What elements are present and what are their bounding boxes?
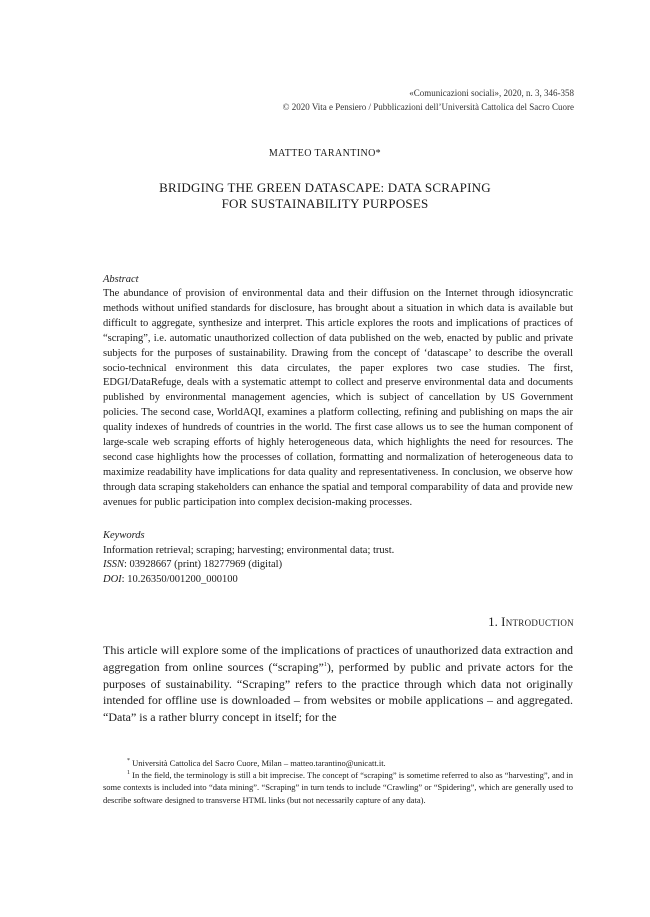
copyright-line: © 2020 Vita e Pensiero / Pubblicazioni dell’Università Cattolica del Sacro Cuore (282, 102, 574, 112)
footnote-1-mark: 1 (127, 770, 130, 777)
running-header (283, 86, 574, 114)
section-number: 1. (488, 614, 498, 629)
footnote-author (103, 757, 573, 769)
footnote-1-text: In the field, the terminology is still a bit imprecise. The concept of “scraping” is sometime referred to also as “harvesting”, and in some contexts is included into “data mining”. “Scraping” in turn tends to include “Crawling” or “Spidering”, which are generally used to describe software designed to transverse HTML links (but not necessarily capture of any data). (103, 770, 573, 805)
issn-label: ISSN (103, 559, 124, 570)
title-line-1: BRIDGING THE GREEN DATASCAPE: DATA SCRAPING (159, 180, 491, 195)
footnote-1 (103, 769, 573, 806)
abstract-text: The abundance of provision of environmental data and their diffusion on the Internet through idiosyncratic methods without unified standards for disclosure, has brought about a situation in which data is available but difficult to aggregate, synthesize and interpret. This article explores the roots and implications of practices of “scraping”, i.e. automatic unauthorized collection of data published on the web, enacted by public and private subjects for the purposes of sustainability. Drawing from the concept of ‘datascape’ to describe the overall socio-technical environment this data circulates, the paper explores two case studies. The first, EDGI/DataRefuge, deals with a systematic attempt to collect and preserve environmental data and documents published by environmental management agencies, which is subject of cancellation by US Government policies. The second case, WorldAQI, examines a platform collecting, refining and publishing on maps the air quality indexes of hundreds of countries in the world. The first case allows us to see the human component of large-scale web scraping efforts of highly heterogeneous data, which highlights the need for resources. The second case highlights how the processes of collation, formatting and normalization of heterogeneous data to maximize readability have implications for data quality and representativeness. In conclusion, we observe how through data scraping stakeholders can enhance the spatial and temporal comparability of data and provide new avenues for public participation into complex decision-making processes. (103, 288, 573, 508)
footnote-star-mark: * (127, 758, 130, 765)
abstract-label: Abstract (103, 274, 139, 285)
footnotes-block (103, 757, 573, 806)
keywords-label: Keywords (103, 530, 145, 541)
keywords-block (103, 529, 573, 587)
journal-citation: «Comunicazioni sociali», 2020, n. 3, 346-358 (409, 88, 574, 98)
abstract-block (103, 273, 573, 511)
article-title (120, 180, 530, 212)
title-line-2: FOR SUSTAINABILITY PURPOSES (221, 196, 429, 211)
body-text-part-1: This article will explore some of the implications of practices of unauthorized data extraction and aggregation from online sources (“scraping” (103, 643, 573, 674)
doi-value: : 10.26350/001200_000100 (121, 573, 238, 585)
issn-value: : 03928667 (print) 18277969 (digital) (124, 559, 283, 570)
doi-line (103, 573, 573, 588)
footnote-ref-1: 1 (323, 661, 327, 668)
doi-label: DOI (103, 573, 122, 585)
section-title: Introduction (501, 614, 574, 629)
body-paragraph (103, 642, 573, 726)
keywords-text: Information retrieval; scraping; harvesting; environmental data; trust. (103, 544, 395, 556)
body-text-part-2: ), performed by public and private actors for the purposes of sustainability. “Scraping” refers to the practice through which data not originally intended for offline use is downloaded – from websites or mobile applications – and aggregated. “Data” is a rather blurry concept in itself; for the (103, 659, 573, 725)
author-name: MATTEO TARANTINO* (268, 148, 382, 159)
issn-line (103, 558, 573, 573)
footnote-author-text: Università Cattolica del Sacro Cuore, Milan – matteo.tarantino@unicatt.it. (130, 758, 386, 768)
section-heading (488, 614, 574, 630)
